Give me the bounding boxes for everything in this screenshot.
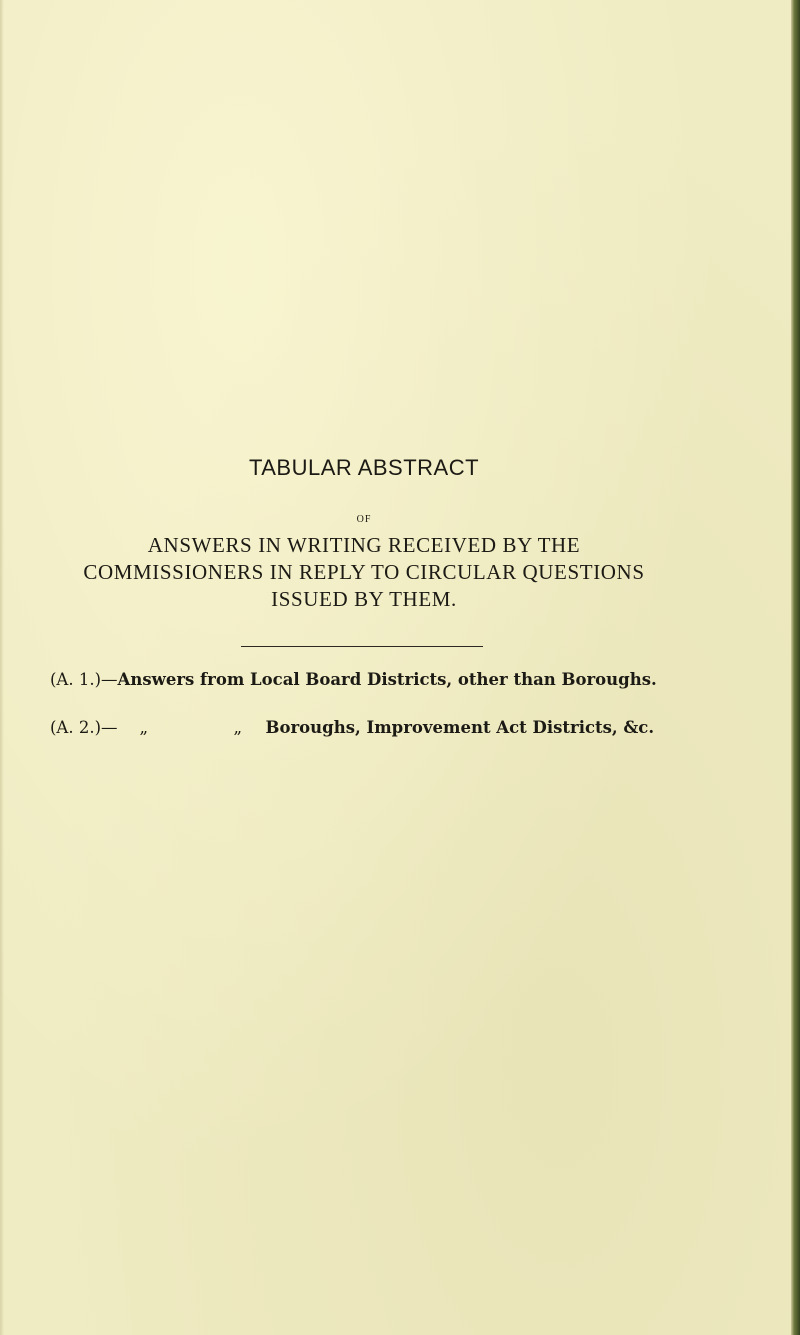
page-left-edge xyxy=(0,0,4,1335)
document-subtitle xyxy=(0,532,728,613)
document-title: TABULAR ABSTRACT xyxy=(248,455,480,480)
subtitle-line-1: ANSWERS IN WRITING RECEIVED BY THE xyxy=(147,533,581,557)
ditto-mark: „ xyxy=(139,718,149,737)
contents-entry-a2 xyxy=(50,718,654,737)
contents-entry-a1 xyxy=(50,670,657,689)
subtitle-line-2: COMMISSIONERS IN REPLY TO CIRCULAR QUESTIONS xyxy=(83,560,645,584)
page-binding-edge xyxy=(791,0,800,1335)
entry-text: Answers from Local Board Districts, other than Boroughs. xyxy=(117,670,657,689)
entry-label: (A. 2.)— xyxy=(50,718,118,737)
entry-label: (A. 1.)— xyxy=(50,670,118,689)
subtitle-line-3: ISSUED BY THEM. xyxy=(271,587,457,611)
title-connector: OF xyxy=(356,514,372,525)
entry-text: Boroughs, Improvement Act Districts, &c. xyxy=(265,718,655,737)
ditto-mark: „ xyxy=(233,718,243,737)
section-divider xyxy=(241,646,483,647)
